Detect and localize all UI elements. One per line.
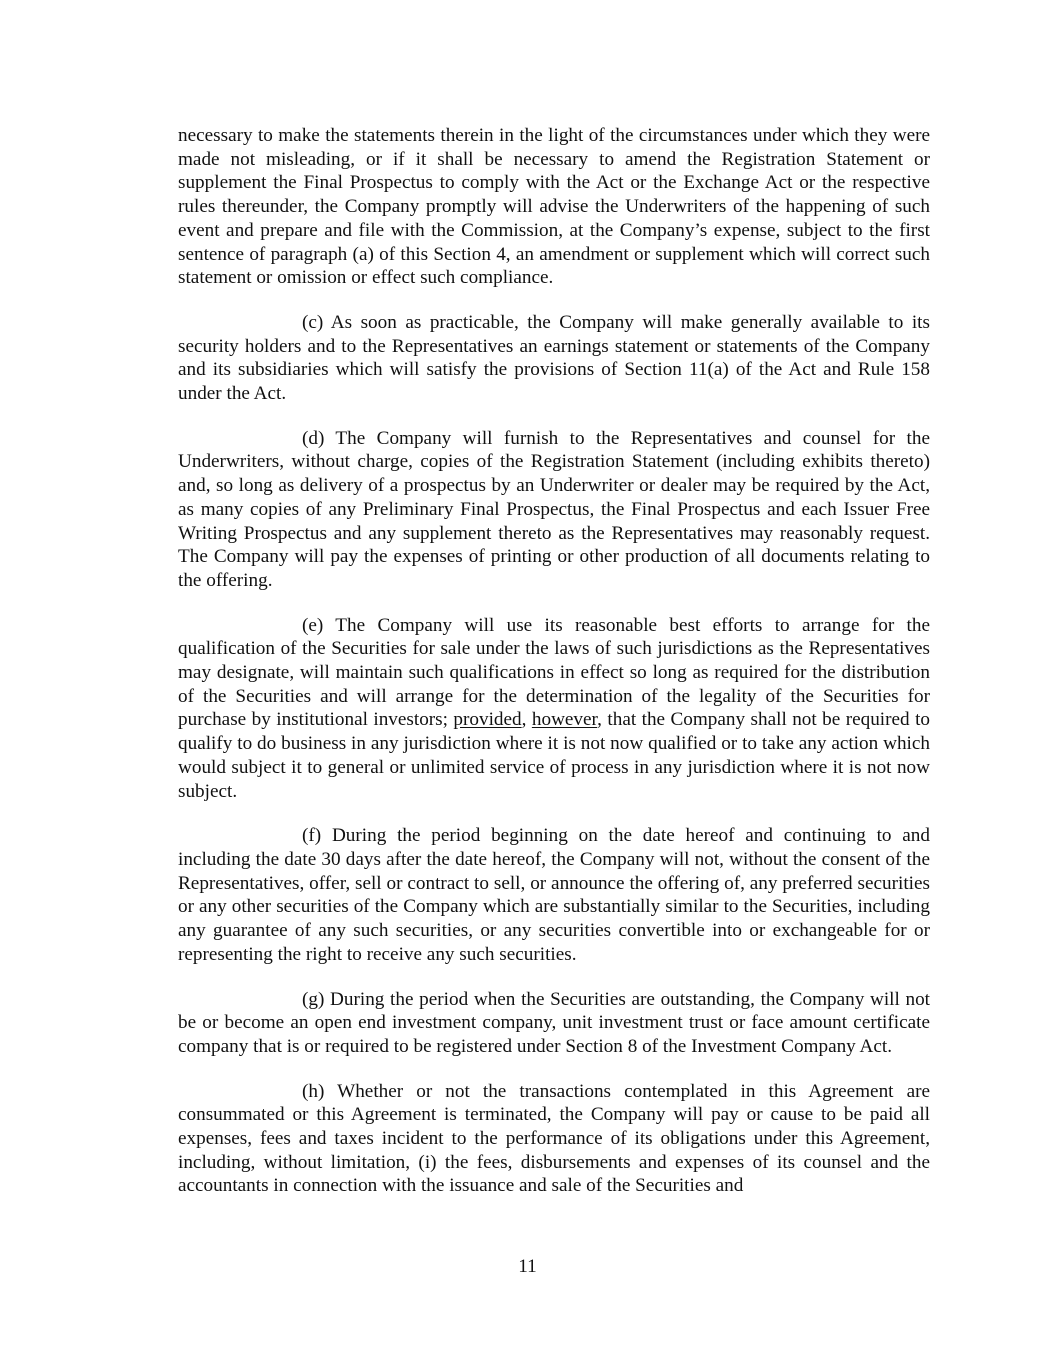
paragraph-e bbox=[178, 614, 930, 804]
paragraph-g: (g) During the period when the Securities are outstanding, the Company will not be or become an open end investment company, unit investment trust or face amount certificate company that is or required to be registered under Section 8 of the Investment Company Act. bbox=[178, 988, 930, 1057]
paragraph-continuation: necessary to make the statements therein in the light of the circumstances under which they were made not misleading, or if it shall be necessary to amend the Registration Statement or supplement the Final Prospectus to comply with the Act or the Exchange Act or the respective rules thereunder, the Company promptly will advise the Underwriters of the happening of such event and prepare and file with the Commission, at the Company’s expense, subject to the first sentence of paragraph (a) of this Section 4, an amendment or supplement which will correct such statement or omission or effect such compliance. bbox=[178, 125, 930, 289]
paragraph-d: (d) The Company will furnish to the Representatives and counsel for the Underwriters, without charge, copies of the Registration Statement (including exhibits thereto) and, so long as delivery of a prospectus by an Underwriter or dealer may be required by the Act, as many copies of any Preliminary Final Prospectus, the Final Prospectus and each Issuer Free Writing Prospectus and any supplement thereto as the Representatives may reasonably request. The Company will pay the expenses of printing or other production of all documents relating to the offering. bbox=[178, 427, 930, 591]
underlined-provided: provided bbox=[453, 709, 522, 731]
underlined-however: however bbox=[531, 709, 598, 731]
paragraph-e-text-end: , that the Company shall not be required to qualify to do business in any jurisdiction where it is not now qualified or to take any action which would subject it to general or unlimited service of process in any jurisdiction where it is not now subject. bbox=[178, 709, 931, 802]
paragraph-h: (h) Whether or not the transactions contemplated in this Agreement are consummated or this Agreement is terminated, the Company will pay or cause to be paid all expenses, fees and taxes incident to the performance of its obligations under this Agreement, including, without limitation, (i) the fees, disbursements and expenses of its counsel and the accountants in connection with the issuance and sale of the Securities and bbox=[178, 1080, 930, 1197]
paragraph-f: (f) During the period beginning on the date hereof and continuing to and including the date 30 days after the date hereof, the Company will not, without the consent of the Representatives, offer, sell or contract to sell, or announce the offering of, any preferred securities or any other securities of the Company which are substantially similar to the Securities, including any guarantee of any such securities, or any securities convertible into or exchangeable for or representing the right to receive any such securities. bbox=[178, 825, 930, 965]
paragraph-e-text-start: (e) The Company will use its reasonable best efforts to arrange for the qualification of the Securities for sale under the laws of such jurisdictions as the Representatives may designate, will maintain such qualifications in effect so long as required for the distribution of the Securities and will arrange for the determination of the legality of the Securities for purchase by institutional investors; bbox=[178, 614, 930, 731]
document-page bbox=[178, 124, 930, 1219]
paragraph-c: (c) As soon as practicable, the Company will make generally available to its security holders and to the Representatives an earnings statement or statements of the Company and its subsidiaries which will satisfy the provisions of Section 11(a) of the Act and Rule 158 under the Act. bbox=[178, 311, 930, 405]
page-number: 11 bbox=[518, 1256, 537, 1277]
paragraph-e-separator: , bbox=[521, 709, 532, 731]
